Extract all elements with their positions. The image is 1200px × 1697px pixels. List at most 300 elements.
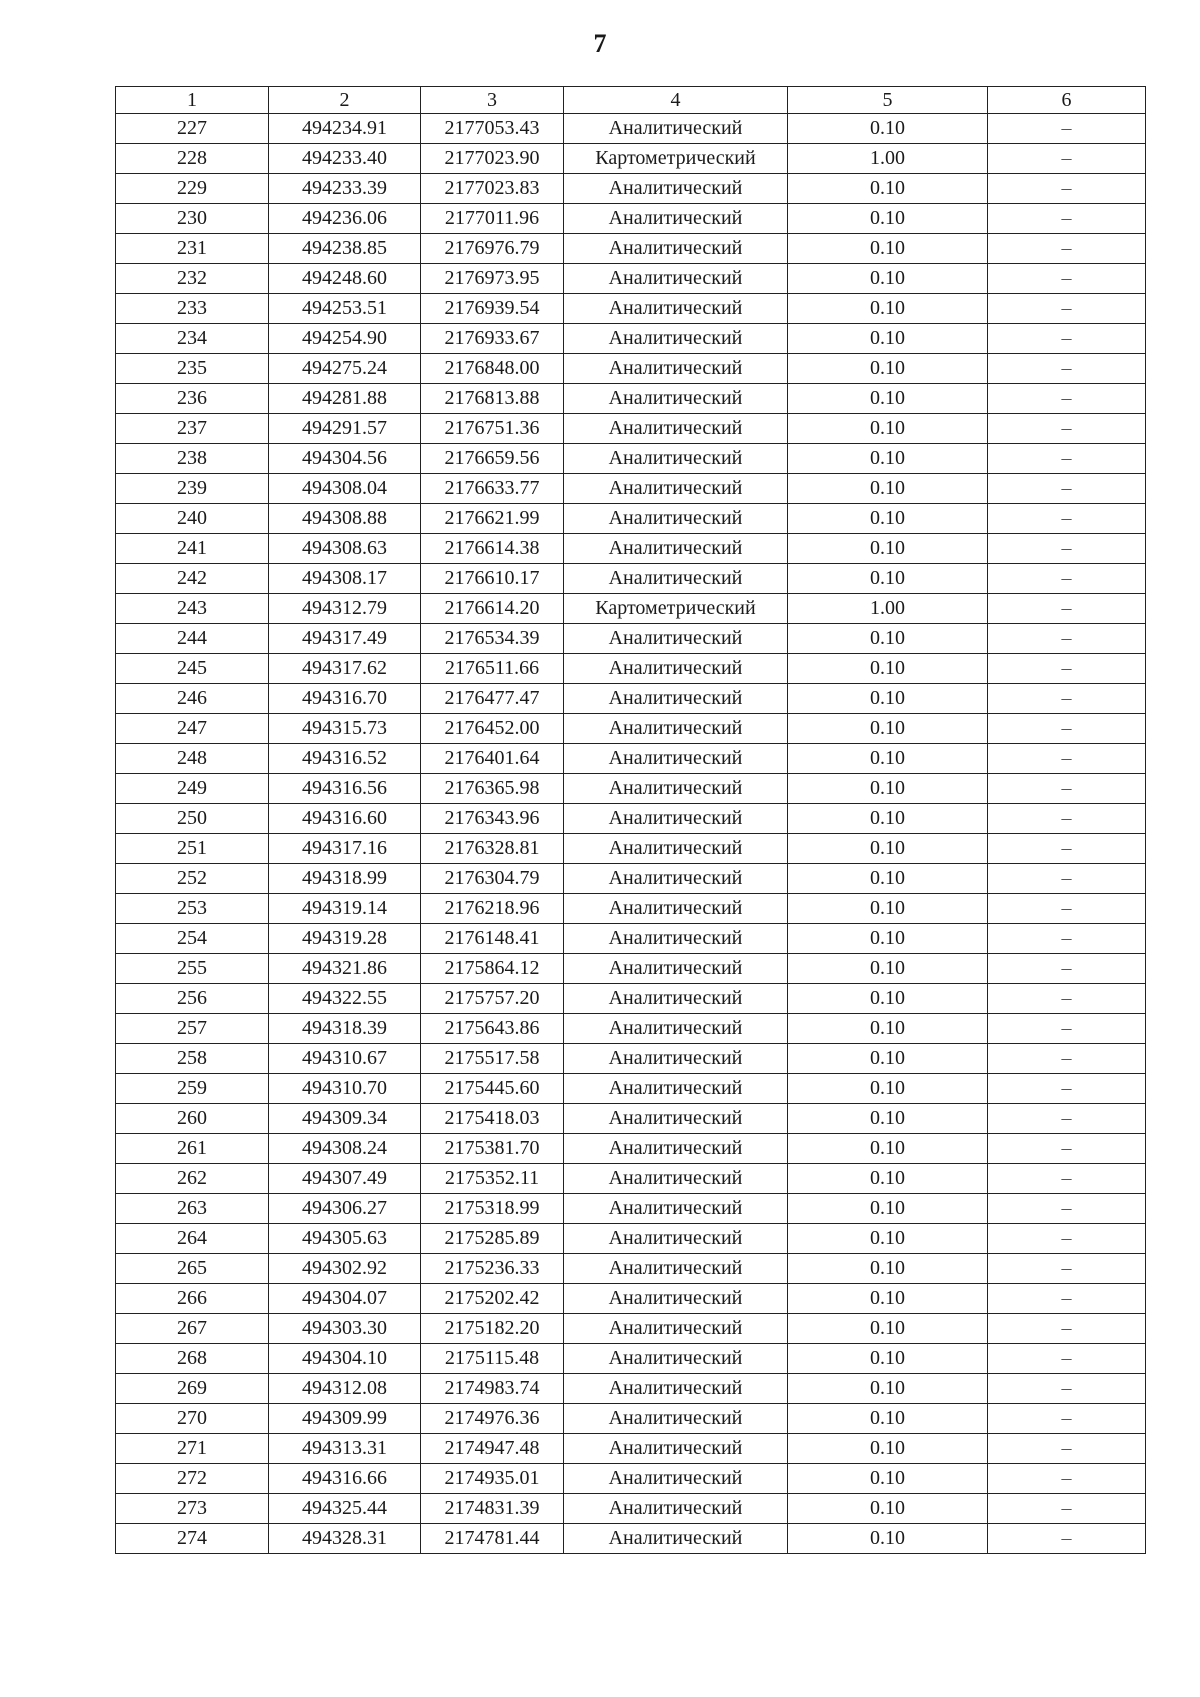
- point-number-cell: 229: [116, 174, 269, 204]
- y-coordinate-cell: 2176614.20: [421, 594, 564, 624]
- note-cell: –: [988, 444, 1146, 474]
- note-cell: –: [988, 1344, 1146, 1374]
- x-coordinate-cell: 494313.31: [269, 1434, 421, 1464]
- table-row: [116, 624, 1146, 654]
- x-coordinate-cell: 494319.14: [269, 894, 421, 924]
- accuracy-cell: 0.10: [788, 804, 988, 834]
- point-number-cell: 250: [116, 804, 269, 834]
- method-cell: Аналитический: [564, 564, 788, 594]
- note-cell: –: [988, 1104, 1146, 1134]
- x-coordinate-cell: 494316.56: [269, 774, 421, 804]
- y-coordinate-cell: 2176477.47: [421, 684, 564, 714]
- method-cell: Аналитический: [564, 1134, 788, 1164]
- table-row: [116, 1434, 1146, 1464]
- note-cell: –: [988, 1284, 1146, 1314]
- method-cell: Аналитический: [564, 474, 788, 504]
- point-number-cell: 261: [116, 1134, 269, 1164]
- accuracy-cell: 0.10: [788, 204, 988, 234]
- y-coordinate-cell: 2175445.60: [421, 1074, 564, 1104]
- method-cell: Аналитический: [564, 924, 788, 954]
- accuracy-cell: 0.10: [788, 114, 988, 144]
- accuracy-cell: 0.10: [788, 234, 988, 264]
- point-number-cell: 227: [116, 114, 269, 144]
- note-cell: –: [988, 1464, 1146, 1494]
- x-coordinate-cell: 494312.08: [269, 1374, 421, 1404]
- table-row: [116, 1134, 1146, 1164]
- y-coordinate-cell: 2175757.20: [421, 984, 564, 1014]
- point-number-cell: 246: [116, 684, 269, 714]
- table-row: [116, 1254, 1146, 1284]
- x-coordinate-cell: 494308.24: [269, 1134, 421, 1164]
- accuracy-cell: 0.10: [788, 624, 988, 654]
- accuracy-cell: 0.10: [788, 984, 988, 1014]
- header-cell-col5: 5: [788, 87, 988, 114]
- accuracy-cell: 0.10: [788, 894, 988, 924]
- note-cell: –: [988, 1254, 1146, 1284]
- x-coordinate-cell: 494317.62: [269, 654, 421, 684]
- accuracy-cell: 0.10: [788, 834, 988, 864]
- note-cell: –: [988, 684, 1146, 714]
- y-coordinate-cell: 2176848.00: [421, 354, 564, 384]
- point-number-cell: 267: [116, 1314, 269, 1344]
- table-row: [116, 1164, 1146, 1194]
- table-row: [116, 504, 1146, 534]
- accuracy-cell: 0.10: [788, 264, 988, 294]
- method-cell: Аналитический: [564, 1344, 788, 1374]
- point-number-cell: 231: [116, 234, 269, 264]
- table-row: [116, 324, 1146, 354]
- point-number-cell: 257: [116, 1014, 269, 1044]
- note-cell: –: [988, 834, 1146, 864]
- header-row: [116, 87, 1146, 114]
- x-coordinate-cell: 494328.31: [269, 1524, 421, 1554]
- method-cell: Аналитический: [564, 324, 788, 354]
- note-cell: –: [988, 504, 1146, 534]
- method-cell: Аналитический: [564, 1014, 788, 1044]
- table-row: [116, 1494, 1146, 1524]
- point-number-cell: 228: [116, 144, 269, 174]
- accuracy-cell: 0.10: [788, 1404, 988, 1434]
- table-row: [116, 954, 1146, 984]
- method-cell: Аналитический: [564, 1164, 788, 1194]
- point-number-cell: 255: [116, 954, 269, 984]
- accuracy-cell: 0.10: [788, 354, 988, 384]
- x-coordinate-cell: 494254.90: [269, 324, 421, 354]
- y-coordinate-cell: 2176973.95: [421, 264, 564, 294]
- y-coordinate-cell: 2176614.38: [421, 534, 564, 564]
- method-cell: Аналитический: [564, 1494, 788, 1524]
- table-row: [116, 174, 1146, 204]
- point-number-cell: 264: [116, 1224, 269, 1254]
- note-cell: –: [988, 1164, 1146, 1194]
- y-coordinate-cell: 2176633.77: [421, 474, 564, 504]
- x-coordinate-cell: 494316.66: [269, 1464, 421, 1494]
- accuracy-cell: 0.10: [788, 1014, 988, 1044]
- accuracy-cell: 0.10: [788, 1224, 988, 1254]
- x-coordinate-cell: 494307.49: [269, 1164, 421, 1194]
- x-coordinate-cell: 494308.63: [269, 534, 421, 564]
- accuracy-cell: 0.10: [788, 504, 988, 534]
- y-coordinate-cell: 2176511.66: [421, 654, 564, 684]
- method-cell: Аналитический: [564, 204, 788, 234]
- table-row: [116, 204, 1146, 234]
- y-coordinate-cell: 2174976.36: [421, 1404, 564, 1434]
- accuracy-cell: 0.10: [788, 1164, 988, 1194]
- method-cell: Аналитический: [564, 654, 788, 684]
- accuracy-cell: 0.10: [788, 1284, 988, 1314]
- x-coordinate-cell: 494253.51: [269, 294, 421, 324]
- accuracy-cell: 0.10: [788, 1194, 988, 1224]
- point-number-cell: 256: [116, 984, 269, 1014]
- y-coordinate-cell: 2177011.96: [421, 204, 564, 234]
- note-cell: –: [988, 624, 1146, 654]
- note-cell: –: [988, 384, 1146, 414]
- x-coordinate-cell: 494309.34: [269, 1104, 421, 1134]
- method-cell: Аналитический: [564, 804, 788, 834]
- point-number-cell: 245: [116, 654, 269, 684]
- method-cell: Аналитический: [564, 714, 788, 744]
- y-coordinate-cell: 2175381.70: [421, 1134, 564, 1164]
- table-row: [116, 864, 1146, 894]
- table-row: [116, 114, 1146, 144]
- method-cell: Аналитический: [564, 1524, 788, 1554]
- accuracy-cell: 0.10: [788, 1314, 988, 1344]
- accuracy-cell: 0.10: [788, 1134, 988, 1164]
- point-number-cell: 240: [116, 504, 269, 534]
- accuracy-cell: 0.10: [788, 864, 988, 894]
- point-number-cell: 259: [116, 1074, 269, 1104]
- y-coordinate-cell: 2176534.39: [421, 624, 564, 654]
- header-cell-col4: 4: [564, 87, 788, 114]
- method-cell: Аналитический: [564, 1104, 788, 1134]
- method-cell: Аналитический: [564, 1194, 788, 1224]
- method-cell: Аналитический: [564, 1074, 788, 1104]
- method-cell: Аналитический: [564, 1404, 788, 1434]
- x-coordinate-cell: 494308.04: [269, 474, 421, 504]
- method-cell: Аналитический: [564, 984, 788, 1014]
- y-coordinate-cell: 2175864.12: [421, 954, 564, 984]
- y-coordinate-cell: 2174831.39: [421, 1494, 564, 1524]
- table-row: [116, 294, 1146, 324]
- x-coordinate-cell: 494322.55: [269, 984, 421, 1014]
- point-number-cell: 241: [116, 534, 269, 564]
- x-coordinate-cell: 494318.99: [269, 864, 421, 894]
- y-coordinate-cell: 2176401.64: [421, 744, 564, 774]
- point-number-cell: 234: [116, 324, 269, 354]
- y-coordinate-cell: 2176148.41: [421, 924, 564, 954]
- point-number-cell: 258: [116, 1044, 269, 1074]
- accuracy-cell: 0.10: [788, 324, 988, 354]
- point-number-cell: 247: [116, 714, 269, 744]
- method-cell: Аналитический: [564, 1434, 788, 1464]
- table-row: [116, 834, 1146, 864]
- note-cell: –: [988, 774, 1146, 804]
- note-cell: –: [988, 414, 1146, 444]
- table-row: [116, 234, 1146, 264]
- accuracy-cell: 0.10: [788, 534, 988, 564]
- x-coordinate-cell: 494233.40: [269, 144, 421, 174]
- accuracy-cell: 0.10: [788, 564, 988, 594]
- point-number-cell: 249: [116, 774, 269, 804]
- table-row: [116, 654, 1146, 684]
- note-cell: –: [988, 294, 1146, 324]
- method-cell: Аналитический: [564, 1284, 788, 1314]
- accuracy-cell: 0.10: [788, 444, 988, 474]
- table-row: [116, 774, 1146, 804]
- y-coordinate-cell: 2175418.03: [421, 1104, 564, 1134]
- y-coordinate-cell: 2174947.48: [421, 1434, 564, 1464]
- accuracy-cell: 0.10: [788, 954, 988, 984]
- accuracy-cell: 1.00: [788, 144, 988, 174]
- note-cell: –: [988, 1074, 1146, 1104]
- method-cell: Аналитический: [564, 1224, 788, 1254]
- y-coordinate-cell: 2177053.43: [421, 114, 564, 144]
- y-coordinate-cell: 2177023.83: [421, 174, 564, 204]
- x-coordinate-cell: 494303.30: [269, 1314, 421, 1344]
- y-coordinate-cell: 2176610.17: [421, 564, 564, 594]
- method-cell: Аналитический: [564, 864, 788, 894]
- table-row: [116, 924, 1146, 954]
- note-cell: –: [988, 114, 1146, 144]
- y-coordinate-cell: 2176751.36: [421, 414, 564, 444]
- note-cell: –: [988, 1434, 1146, 1464]
- point-number-cell: 236: [116, 384, 269, 414]
- note-cell: –: [988, 1134, 1146, 1164]
- x-coordinate-cell: 494248.60: [269, 264, 421, 294]
- x-coordinate-cell: 494275.24: [269, 354, 421, 384]
- y-coordinate-cell: 2174983.74: [421, 1374, 564, 1404]
- accuracy-cell: 0.10: [788, 1464, 988, 1494]
- x-coordinate-cell: 494316.60: [269, 804, 421, 834]
- accuracy-cell: 0.10: [788, 414, 988, 444]
- method-cell: Аналитический: [564, 1314, 788, 1344]
- method-cell: Аналитический: [564, 894, 788, 924]
- y-coordinate-cell: 2175517.58: [421, 1044, 564, 1074]
- table-row: [116, 1014, 1146, 1044]
- method-cell: Картометрический: [564, 594, 788, 624]
- y-coordinate-cell: 2175352.11: [421, 1164, 564, 1194]
- note-cell: –: [988, 1494, 1146, 1524]
- table-row: [116, 594, 1146, 624]
- method-cell: Аналитический: [564, 444, 788, 474]
- y-coordinate-cell: 2176621.99: [421, 504, 564, 534]
- y-coordinate-cell: 2174781.44: [421, 1524, 564, 1554]
- accuracy-cell: 0.10: [788, 684, 988, 714]
- x-coordinate-cell: 494316.52: [269, 744, 421, 774]
- table-row: [116, 534, 1146, 564]
- y-coordinate-cell: 2175285.89: [421, 1224, 564, 1254]
- accuracy-cell: 0.10: [788, 174, 988, 204]
- x-coordinate-cell: 494281.88: [269, 384, 421, 414]
- note-cell: –: [988, 954, 1146, 984]
- header-cell-col1: 1: [116, 87, 269, 114]
- table-row: [116, 264, 1146, 294]
- accuracy-cell: 0.10: [788, 1344, 988, 1374]
- note-cell: –: [988, 1314, 1146, 1344]
- method-cell: Аналитический: [564, 414, 788, 444]
- y-coordinate-cell: 2175202.42: [421, 1284, 564, 1314]
- y-coordinate-cell: 2176304.79: [421, 864, 564, 894]
- note-cell: –: [988, 354, 1146, 384]
- note-cell: –: [988, 174, 1146, 204]
- table-row: [116, 714, 1146, 744]
- y-coordinate-cell: 2176933.67: [421, 324, 564, 354]
- table-header: [116, 87, 1146, 114]
- x-coordinate-cell: 494325.44: [269, 1494, 421, 1524]
- y-coordinate-cell: 2176452.00: [421, 714, 564, 744]
- accuracy-cell: 0.10: [788, 384, 988, 414]
- note-cell: –: [988, 1404, 1146, 1434]
- point-number-cell: 237: [116, 414, 269, 444]
- note-cell: –: [988, 204, 1146, 234]
- x-coordinate-cell: 494233.39: [269, 174, 421, 204]
- note-cell: –: [988, 1524, 1146, 1554]
- accuracy-cell: 0.10: [788, 1524, 988, 1554]
- table-row: [116, 1314, 1146, 1344]
- table-row: [116, 1224, 1146, 1254]
- method-cell: Аналитический: [564, 354, 788, 384]
- point-number-cell: 272: [116, 1464, 269, 1494]
- x-coordinate-cell: 494305.63: [269, 1224, 421, 1254]
- note-cell: –: [988, 1194, 1146, 1224]
- point-number-cell: 252: [116, 864, 269, 894]
- note-cell: –: [988, 864, 1146, 894]
- table-row: [116, 1284, 1146, 1314]
- y-coordinate-cell: 2176976.79: [421, 234, 564, 264]
- y-coordinate-cell: 2176343.96: [421, 804, 564, 834]
- x-coordinate-cell: 494312.79: [269, 594, 421, 624]
- table-row: [116, 1524, 1146, 1554]
- y-coordinate-cell: 2176813.88: [421, 384, 564, 414]
- table-row: [116, 474, 1146, 504]
- table-row: [116, 1074, 1146, 1104]
- table-row: [116, 354, 1146, 384]
- note-cell: –: [988, 594, 1146, 624]
- table-row: [116, 384, 1146, 414]
- table-row: [116, 444, 1146, 474]
- x-coordinate-cell: 494308.17: [269, 564, 421, 594]
- method-cell: Аналитический: [564, 1254, 788, 1284]
- point-number-cell: 230: [116, 204, 269, 234]
- note-cell: –: [988, 1044, 1146, 1074]
- table-row: [116, 1404, 1146, 1434]
- note-cell: –: [988, 984, 1146, 1014]
- method-cell: Аналитический: [564, 744, 788, 774]
- x-coordinate-cell: 494318.39: [269, 1014, 421, 1044]
- method-cell: Аналитический: [564, 234, 788, 264]
- y-coordinate-cell: 2176939.54: [421, 294, 564, 324]
- accuracy-cell: 1.00: [788, 594, 988, 624]
- point-number-cell: 263: [116, 1194, 269, 1224]
- x-coordinate-cell: 494238.85: [269, 234, 421, 264]
- point-number-cell: 270: [116, 1404, 269, 1434]
- x-coordinate-cell: 494317.49: [269, 624, 421, 654]
- point-number-cell: 266: [116, 1284, 269, 1314]
- accuracy-cell: 0.10: [788, 1254, 988, 1284]
- point-number-cell: 271: [116, 1434, 269, 1464]
- point-number-cell: 233: [116, 294, 269, 324]
- method-cell: Аналитический: [564, 774, 788, 804]
- x-coordinate-cell: 494306.27: [269, 1194, 421, 1224]
- y-coordinate-cell: 2176659.56: [421, 444, 564, 474]
- table-row: [116, 804, 1146, 834]
- table-row: [116, 1194, 1146, 1224]
- accuracy-cell: 0.10: [788, 1374, 988, 1404]
- x-coordinate-cell: 494316.70: [269, 684, 421, 714]
- x-coordinate-cell: 494310.67: [269, 1044, 421, 1074]
- method-cell: Аналитический: [564, 1044, 788, 1074]
- x-coordinate-cell: 494302.92: [269, 1254, 421, 1284]
- coordinates-table-container: [115, 86, 1145, 1554]
- point-number-cell: 254: [116, 924, 269, 954]
- note-cell: –: [988, 264, 1146, 294]
- point-number-cell: 232: [116, 264, 269, 294]
- accuracy-cell: 0.10: [788, 1494, 988, 1524]
- table-row: [116, 144, 1146, 174]
- y-coordinate-cell: 2174935.01: [421, 1464, 564, 1494]
- point-number-cell: 273: [116, 1494, 269, 1524]
- method-cell: Аналитический: [564, 534, 788, 564]
- note-cell: –: [988, 894, 1146, 924]
- y-coordinate-cell: 2175182.20: [421, 1314, 564, 1344]
- note-cell: –: [988, 1224, 1146, 1254]
- accuracy-cell: 0.10: [788, 1104, 988, 1134]
- page-number: 7: [593, 29, 607, 58]
- y-coordinate-cell: 2175318.99: [421, 1194, 564, 1224]
- method-cell: Аналитический: [564, 624, 788, 654]
- table-row: [116, 744, 1146, 774]
- point-number-cell: 243: [116, 594, 269, 624]
- note-cell: –: [988, 144, 1146, 174]
- table-row: [116, 414, 1146, 444]
- note-cell: –: [988, 1374, 1146, 1404]
- point-number-cell: 274: [116, 1524, 269, 1554]
- point-number-cell: 268: [116, 1344, 269, 1374]
- note-cell: –: [988, 714, 1146, 744]
- table-row: [116, 894, 1146, 924]
- method-cell: Аналитический: [564, 954, 788, 984]
- x-coordinate-cell: 494304.56: [269, 444, 421, 474]
- accuracy-cell: 0.10: [788, 1044, 988, 1074]
- header-cell-col3: 3: [421, 87, 564, 114]
- point-number-cell: 244: [116, 624, 269, 654]
- note-cell: –: [988, 324, 1146, 354]
- note-cell: –: [988, 804, 1146, 834]
- accuracy-cell: 0.10: [788, 294, 988, 324]
- x-coordinate-cell: 494319.28: [269, 924, 421, 954]
- note-cell: –: [988, 744, 1146, 774]
- method-cell: Аналитический: [564, 174, 788, 204]
- x-coordinate-cell: 494291.57: [269, 414, 421, 444]
- note-cell: –: [988, 1014, 1146, 1044]
- method-cell: Аналитический: [564, 684, 788, 714]
- x-coordinate-cell: 494321.86: [269, 954, 421, 984]
- point-number-cell: 238: [116, 444, 269, 474]
- header-cell-col6: 6: [988, 87, 1146, 114]
- method-cell: Аналитический: [564, 264, 788, 294]
- note-cell: –: [988, 534, 1146, 564]
- y-coordinate-cell: 2175643.86: [421, 1014, 564, 1044]
- table-body: [116, 114, 1146, 1554]
- table-row: [116, 1374, 1146, 1404]
- method-cell: Аналитический: [564, 384, 788, 414]
- x-coordinate-cell: 494234.91: [269, 114, 421, 144]
- header-cell-col2: 2: [269, 87, 421, 114]
- note-cell: –: [988, 234, 1146, 264]
- x-coordinate-cell: 494236.06: [269, 204, 421, 234]
- accuracy-cell: 0.10: [788, 714, 988, 744]
- table-row: [116, 1044, 1146, 1074]
